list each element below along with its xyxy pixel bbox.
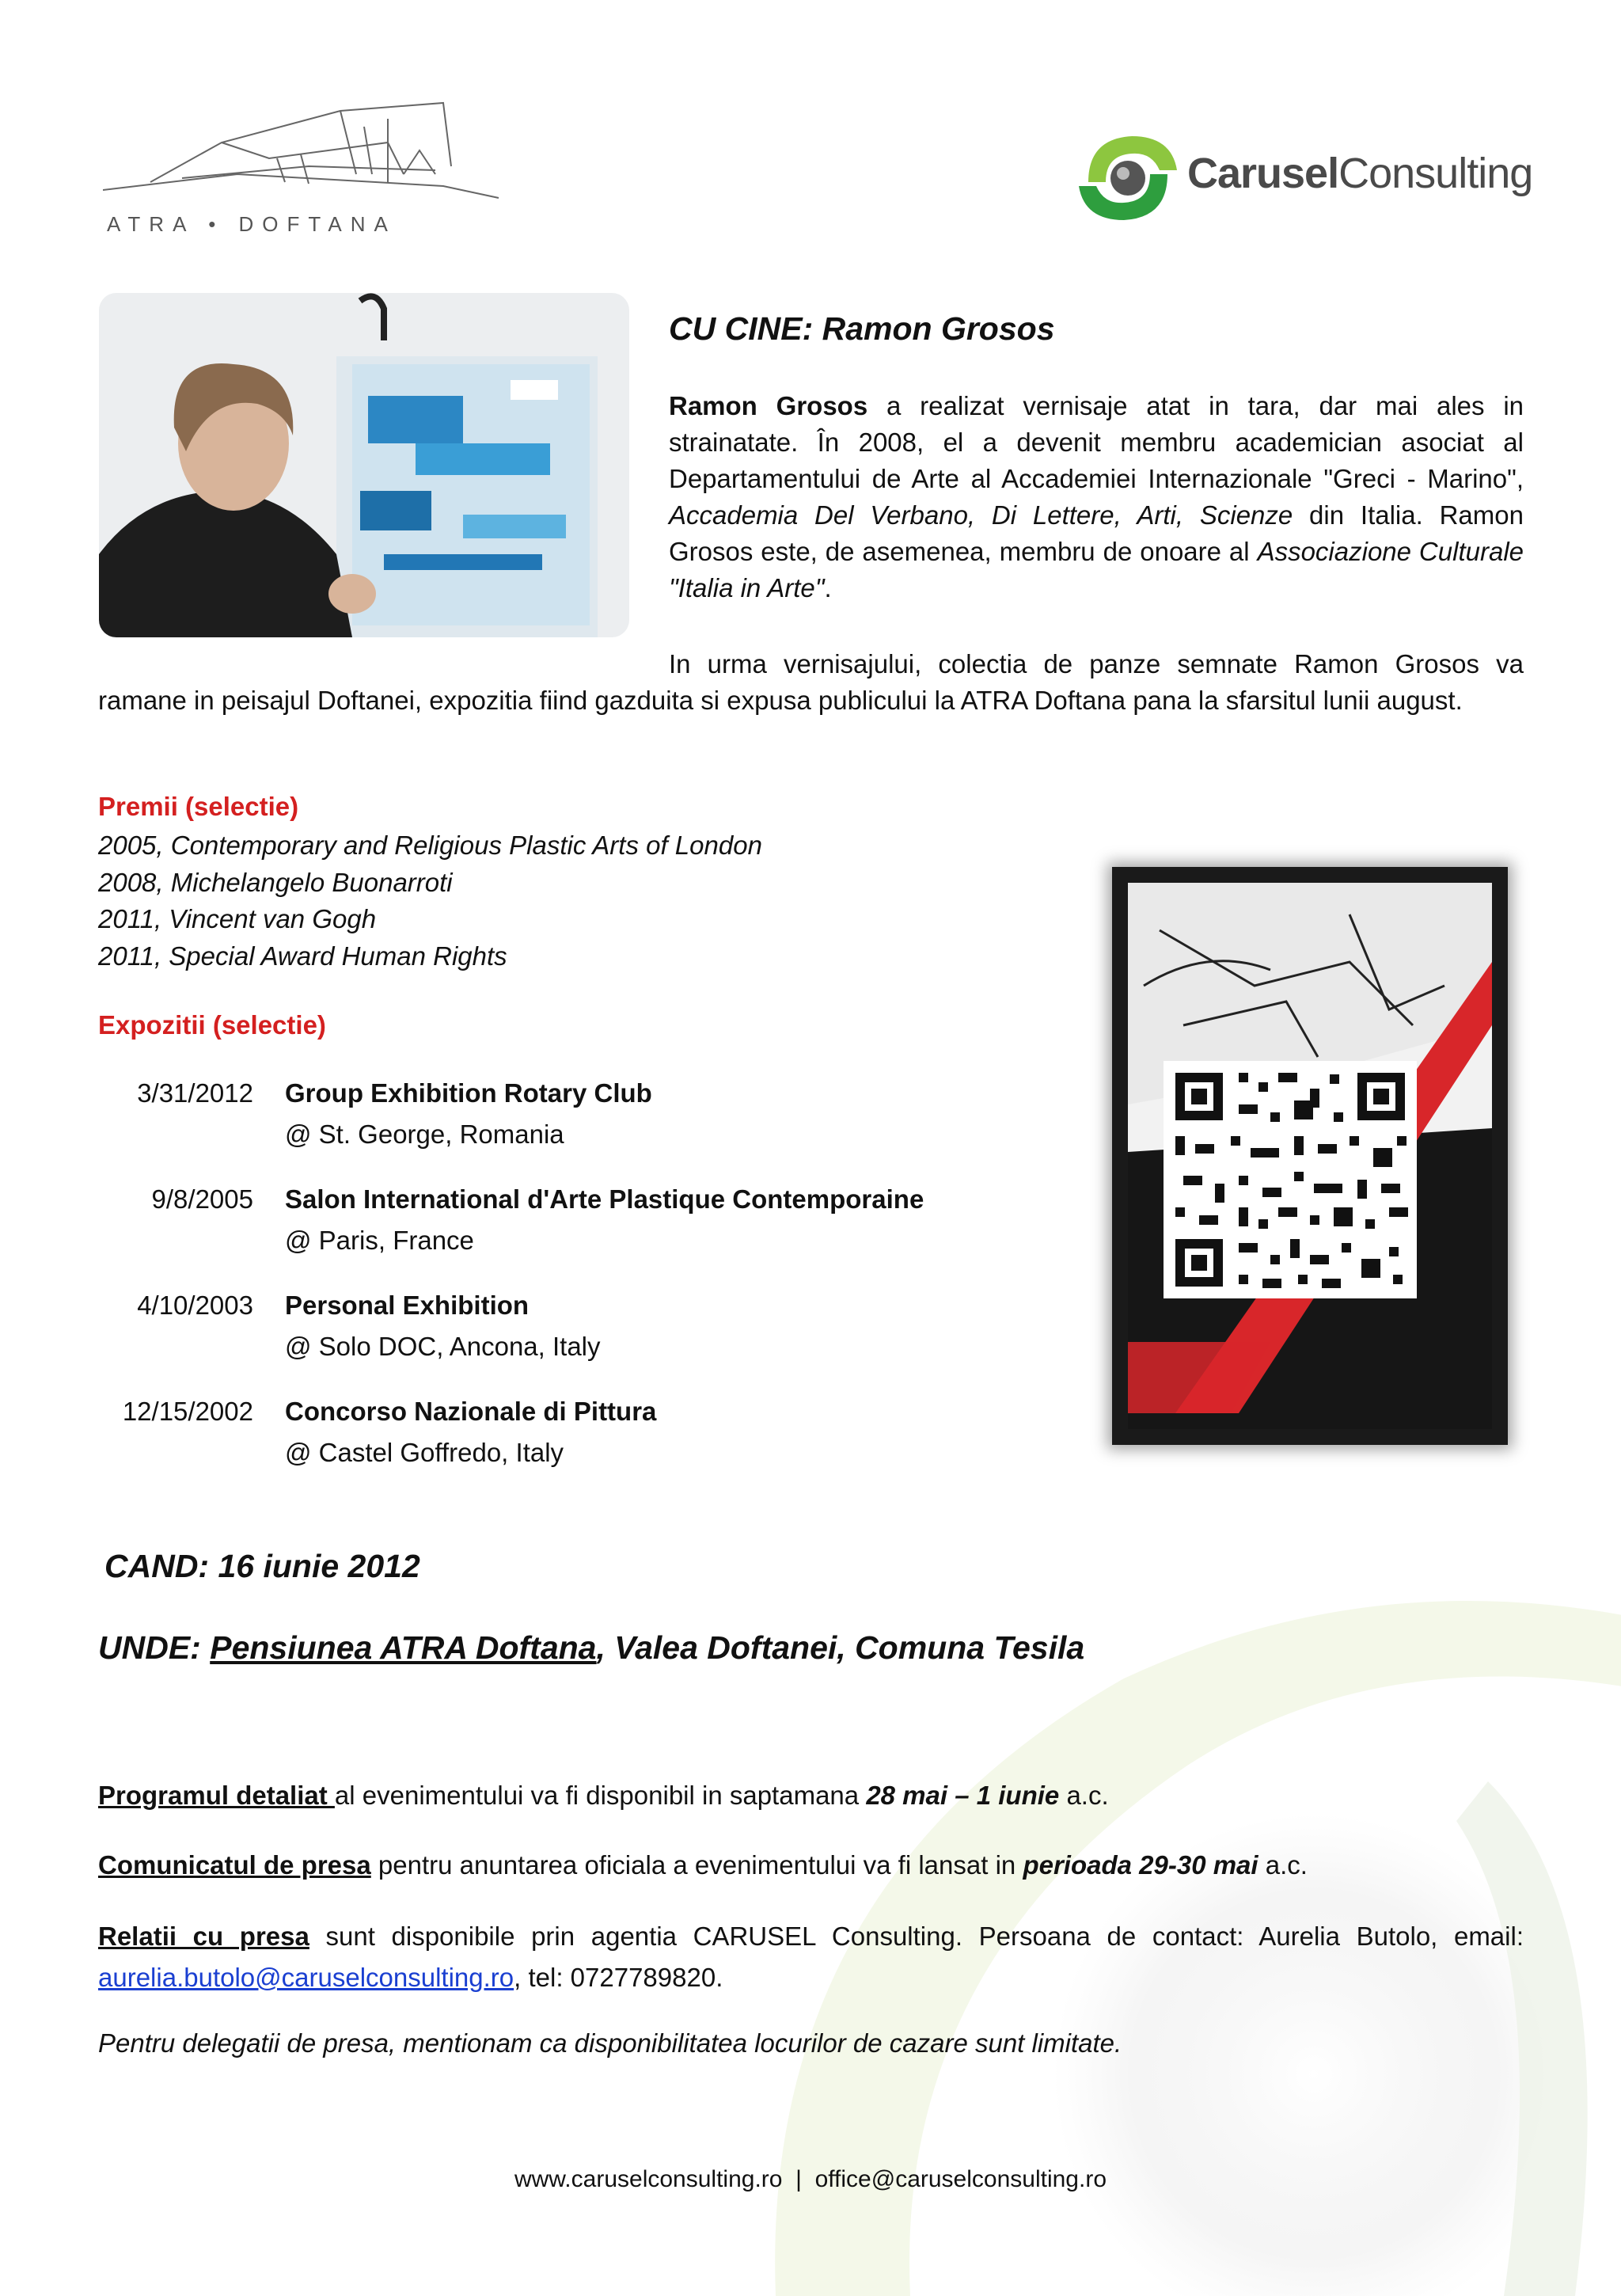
exhibition-date: 12/15/2002 <box>122 1397 253 1426</box>
premiu-item: 2008, Michelangelo Buonarroti <box>98 867 453 897</box>
carusel-logo-text: CaruselConsulting <box>1187 150 1533 197</box>
exhibition-date: 4/10/2003 <box>137 1291 253 1320</box>
section-heading-cu-cine: CU CINE: Ramon Grosos <box>669 310 1055 347</box>
atra-doftana-logo-text: ATRA • DOFTANA <box>107 212 397 236</box>
location-link[interactable]: Pensiunea ATRA Doftana <box>210 1629 597 1666</box>
event-location-heading: UNDE: Pensiunea ATRA Doftana, Valea Doftanei, Comuna Tesila <box>98 1629 1085 1666</box>
premii-list <box>98 827 762 975</box>
exhibition-place: @ Solo DOC, Ancona, Italy <box>285 1332 601 1361</box>
expozitii-heading: Expozitii (selectie) <box>98 1010 326 1040</box>
exhibition-title: Personal Exhibition <box>285 1291 530 1320</box>
exhibition-place: @ Castel Goffredo, Italy <box>285 1438 564 1467</box>
qr-painting-image <box>1112 867 1508 1445</box>
exhibition-date: 9/8/2005 <box>151 1184 253 1214</box>
premii-heading: Premii (selectie) <box>98 792 299 821</box>
comunicat-paragraph: Comunicatul de presa pentru anuntarea oficiala a evenimentului va fi lansat in perioada 29-30 mai a.c. <box>98 1850 1308 1880</box>
carusel-logo-icon <box>1072 127 1183 230</box>
relatii-paragraph: Relatii cu presa sunt disponibile prin agentia CARUSEL Consulting. Persoana de contact: Aurelia Butolo, email: aurelia.butolo@caruselconsulting.ro, tel: 0727789820. <box>98 1922 1524 1992</box>
press-note: Pentru delegatii de presa, mentionam ca disponibilitatea locurilor de cazare sunt limitate. <box>98 2028 1122 2058</box>
exhibition-date: 3/31/2012 <box>137 1078 253 1108</box>
premiu-item: 2005, Contemporary and Religious Plastic Arts of London <box>98 831 762 860</box>
exhibition-title: Group Exhibition Rotary Club <box>285 1078 652 1108</box>
exhibition-place: @ Paris, France <box>285 1226 474 1255</box>
artist-photo <box>99 293 629 637</box>
premiu-item: 2011, Special Award Human Rights <box>98 941 507 971</box>
exhibition-place: @ St. George, Romania <box>285 1119 564 1149</box>
premiu-item: 2011, Vincent van Gogh <box>98 904 377 933</box>
contact-email-link[interactable]: aurelia.butolo@caruselconsulting.ro <box>98 1963 514 1992</box>
footer-contact: www.caruselconsulting.ro | office@caruselconsulting.ro <box>514 2166 1107 2192</box>
program-paragraph: Programul detaliat al evenimentului va fi disponibil in saptamana 28 mai – 1 iunie a.c. <box>98 1781 1109 1810</box>
vernisaj-paragraph-line1: In urma vernisajului, colectia de panze semnate Ramon Grosos va <box>669 649 1524 679</box>
exhibition-title: Salon International d'Arte Plastique Contemporaine <box>285 1184 924 1214</box>
artist-bio-paragraph: Ramon Grosos a realizat vernisaje atat in tara, dar mai ales in strainatate. În 2008, el a devenit membru academician asociat al Departamentului de Arte al Accademiei Internazionale "Greci - Marino", Accademia Del Verbano, Di Lettere, Arti, Scienze din Italia. Ramon Grosos este, de asemenea, membru de onoare al Associazione Culturale "Italia in Arte". <box>669 391 1524 603</box>
event-date-heading: CAND: 16 iunie 2012 <box>104 1548 420 1584</box>
exhibition-title: Concorso Nazionale di Pittura <box>285 1397 657 1426</box>
vernisaj-paragraph-rest: ramane in peisajul Doftanei, expozitia fiind gazduita si expusa publicului la ATRA Doftana pana la sfarsitul lunii august. <box>98 686 1463 715</box>
